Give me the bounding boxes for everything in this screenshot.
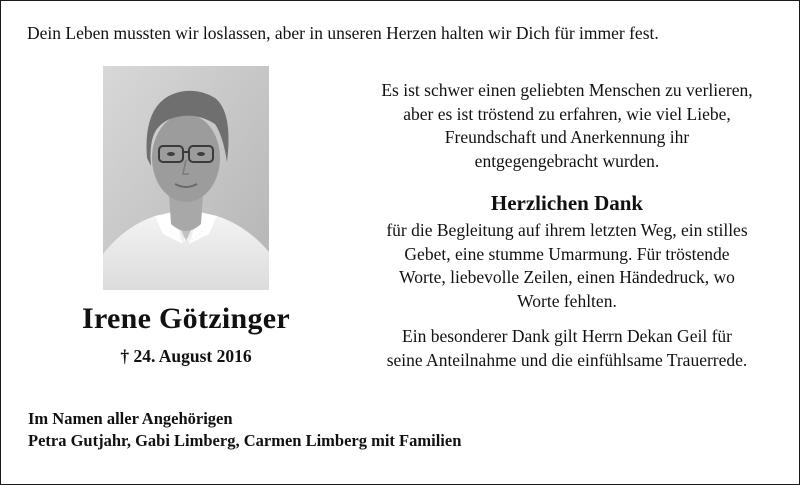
signoff [28,408,461,451]
consolation-line: Es ist schwer einen geliebten Menschen zu verlieren, [381,80,753,100]
thanks-line: für die Begleitung auf ihrem letzten Weg, ein stilles [386,220,748,240]
dekan-line: Ein besonderer Dank gilt Herrn Dekan Geil für [402,326,732,346]
dekan-paragraph [351,325,783,372]
death-date: † 24. August 2016 [120,346,252,366]
dekan-line: seine Anteilnahme und die einfühlsame Trauerrede. [386,349,748,370]
family-names: Petra Gutjahr, Gabi Limberg, Carmen Limberg mit Familien [28,430,462,450]
thanks-paragraph [351,219,783,313]
consolation-paragraph [351,79,783,173]
thanks-line: Worte, liebevolle Zeilen, einen Händedruck, wo [399,267,735,287]
thanks-heading: Herzlichen Dank [490,191,644,215]
motto-text: Dein Leben mussten wir loslassen, aber in unseren Herzen halten wir Dich für immer fest. [27,23,659,43]
thanks-line: Worte fehlten. [517,290,617,311]
deceased-name: Irene Götzinger [81,302,291,335]
thanks-line: Gebet, eine stumme Umarmung. Für tröstende [404,243,730,264]
portrait-photo [103,66,269,290]
consolation-line: aber es ist tröstend zu erfahren, wie viel Liebe, [403,103,731,124]
consolation-line: Freundschaft und Anerkennung ihr [444,127,690,147]
consolation-line: entgegengebracht wurden. [474,150,660,171]
signoff-line: Im Namen aller Angehörigen [28,409,233,428]
